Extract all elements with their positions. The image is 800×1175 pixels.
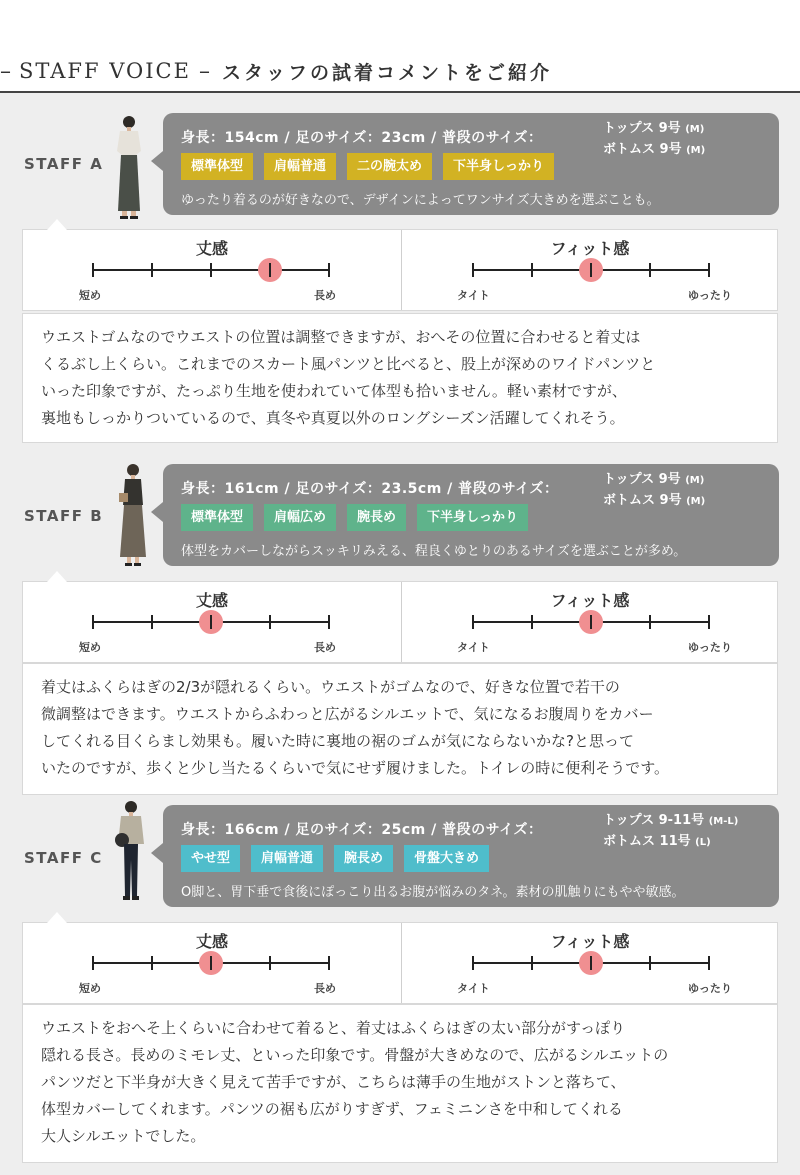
usual-sizes — [603, 119, 705, 161]
profile-bubble — [163, 805, 779, 907]
length-scale-long-label: 長め — [314, 289, 336, 302]
comment-line: 裏地もしっかりついているので、真冬や真夏以外のロングシーズン活躍してくれそう。 — [41, 409, 625, 427]
fit-scale-title: フィット感 — [550, 591, 630, 610]
fitting-comment — [22, 1004, 778, 1163]
length-scale-title: 丈感 — [195, 591, 228, 610]
tops-size-code: (M-L) — [708, 816, 739, 827]
length-scale-short-label: 短め — [79, 289, 101, 302]
tag: 骨盤大きめ — [404, 845, 489, 872]
tag: 下半身しっかり — [417, 504, 528, 531]
fit-scales — [22, 229, 778, 311]
section-title — [0, 56, 552, 86]
tops-size-code: (M) — [685, 124, 705, 135]
fit-scale-tight-label: タイト — [457, 289, 490, 302]
length-scale-title: 丈感 — [195, 239, 228, 258]
page-header — [0, 0, 800, 92]
tag: 標準体型 — [181, 153, 253, 180]
body-stats: 身長：161cm / 足のサイズ：23.5cm / 普段のサイズ： — [181, 481, 559, 497]
tag: 腕長め — [334, 845, 393, 872]
tops-size: トップス 9-11号 — [603, 813, 705, 828]
title-japanese: スタッフの試着コメントをご紹介 — [221, 61, 552, 84]
fit-scale-loose-label: ゆったり — [688, 289, 732, 302]
title-dash-right: – — [198, 58, 210, 84]
bottoms-size: ボトムス 11号 — [603, 834, 691, 849]
length-scale — [79, 608, 339, 638]
size-preference-note: ゆったり着るのが好きなので、デザインによってワンサイズ大きめを選ぶことも。 — [181, 193, 660, 208]
comment-line: 隠れる長さ。長めのミモレ丈、といった印象です。骨盤が大きめなので、広がるシルエットの — [41, 1046, 669, 1064]
staff-a-section — [0, 93, 800, 448]
body-type-tags — [181, 845, 489, 872]
comment-line: ウエストをおへそ上くらいに合わせて着ると、着丈はふくらはぎの太い部分がすっぽり — [41, 1019, 626, 1037]
title-dash-left: – — [0, 58, 11, 84]
body-type-tags — [181, 504, 528, 531]
body-type-tags — [181, 153, 554, 180]
comment-line: 微調整はできます。ウエストからふわっと広がるシルエットで、気になるお腹周りをカバー — [41, 705, 654, 723]
fit-scale-loose-label: ゆったり — [688, 641, 732, 654]
comment-line: 大人シルエットでした。 — [41, 1127, 206, 1145]
bottoms-size-code: (M) — [686, 145, 706, 156]
comment-line: いった印象ですが、たっぷり生地を使われていて体型も拾いません。軽い素材ですが、 — [41, 382, 627, 400]
fit-scale — [459, 256, 719, 286]
fit-scale-tight-label: タイト — [457, 641, 490, 654]
length-scale-long-label: 長め — [314, 982, 336, 995]
fit-scales — [22, 581, 778, 663]
staff-figure-image — [114, 800, 148, 904]
bottoms-size-code: (M) — [686, 496, 706, 507]
bottoms-size-code: (L) — [695, 837, 711, 848]
length-scale — [79, 256, 339, 286]
comment-line: してくれる目くらまし効果も。履いた時に裏地の裾のゴムが気にならないかな?と思って — [41, 732, 634, 750]
staff-b-section — [0, 448, 800, 800]
profile-bubble — [163, 113, 779, 215]
length-scale-title: 丈感 — [195, 932, 228, 951]
size-preference-note: O脚と、胃下垂で食後にぽっこり出るお腹が悩みのタネ。素材の肌触りにもやや敏感。 — [181, 885, 685, 900]
comment-line: パンツだと下半身が大きく見えて苦手ですが、こちらは薄手の生地がストンと落ちて、 — [41, 1073, 626, 1091]
size-preference-note: 体型をカバーしながらスッキリみえる、程良くゆとりのあるサイズを選ぶことが多め。 — [181, 544, 687, 559]
tops-size-code: (M) — [685, 475, 705, 486]
tops-size: トップス 9号 — [603, 121, 681, 136]
length-scale-long-label: 長め — [314, 641, 336, 654]
fit-scale-tight-label: タイト — [457, 982, 490, 995]
bottoms-size: ボトムス 9号 — [603, 142, 682, 157]
tag: 肩幅広め — [264, 504, 336, 531]
tag: 肩幅普通 — [264, 153, 336, 180]
length-scale-short-label: 短め — [79, 982, 101, 995]
fit-scales — [22, 922, 778, 1004]
tops-size: トップス 9号 — [603, 472, 681, 487]
staff-c-section — [0, 800, 800, 1175]
usual-sizes — [603, 470, 705, 512]
staff-figure-image — [112, 115, 146, 221]
fit-scale-title: フィット感 — [550, 932, 630, 951]
staff-voice-panel — [0, 93, 800, 1175]
tag: やせ型 — [181, 845, 240, 872]
bottoms-size: ボトムス 9号 — [603, 493, 682, 508]
fitting-comment — [22, 313, 778, 443]
comment-line: くるぶし上くらい。これまでのスカート風パンツと比べると、股上が深めのワイドパンツと — [41, 355, 656, 373]
length-scale-short-label: 短め — [79, 641, 101, 654]
tag: 腕長め — [347, 504, 406, 531]
comment-line: いたのですが、歩くと少し当たるくらいで気にせず履けました。トイレの時に便利そうです。 — [41, 759, 670, 777]
fit-scale-loose-label: ゆったり — [688, 982, 732, 995]
staff-label: STAFF C — [24, 849, 103, 867]
tag: 肩幅普通 — [251, 845, 323, 872]
fitting-comment — [22, 663, 778, 795]
staff-label: STAFF A — [24, 155, 104, 173]
fit-scale — [459, 949, 719, 979]
comment-line: ウエストゴムなのでウエストの位置は調整できますが、おへその位置に合わせると着丈は — [41, 328, 641, 346]
length-scale — [79, 949, 339, 979]
fit-scale-title: フィット感 — [550, 239, 630, 258]
comment-line: 体型カバーしてくれます。パンツの裾も広がりすぎず、フェミニンさを中和してくれる — [41, 1100, 623, 1118]
staff-label: STAFF B — [24, 507, 104, 525]
comment-line: 着丈はふくらはぎの2/3が隠れるくらい。ウエストがゴムなので、好きな位置で若干の — [41, 678, 620, 696]
body-stats: 身長：166cm / 足のサイズ：25cm / 普段のサイズ： — [181, 822, 543, 838]
body-stats: 身長：154cm / 足のサイズ：23cm / 普段のサイズ： — [181, 130, 543, 146]
tag: 二の腕太め — [347, 153, 432, 180]
tag: 標準体型 — [181, 504, 253, 531]
tag: 下半身しっかり — [443, 153, 554, 180]
profile-bubble — [163, 464, 779, 566]
staff-figure-image — [116, 463, 150, 569]
fit-scale — [459, 608, 719, 638]
title-english: STAFF VOICE — [19, 59, 191, 83]
usual-sizes — [603, 811, 738, 853]
